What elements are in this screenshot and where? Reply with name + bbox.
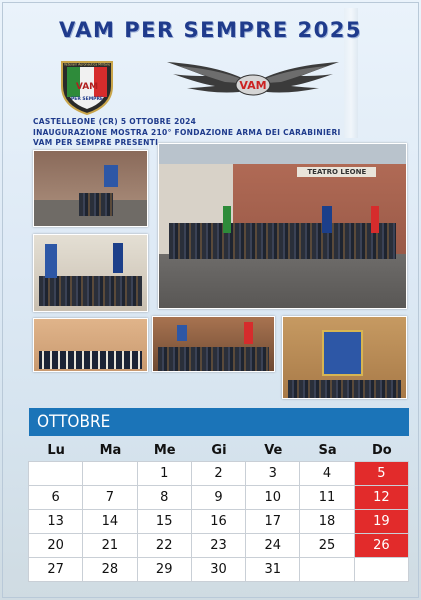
calendar-day: 21	[82, 533, 137, 558]
photo-carabinieri-lineup	[33, 318, 148, 372]
day-name: Ma	[99, 443, 122, 458]
calendar-day: 2	[191, 461, 246, 486]
calendar-empty-cell	[299, 557, 354, 582]
calendar-day: 4	[299, 461, 354, 486]
photo-main-group	[158, 143, 407, 309]
event-location-date: CASTELLEONE (CR) 5 OTTOBRE 2024	[33, 117, 197, 126]
vam-wings-logo	[165, 60, 341, 102]
calendar-day: 8	[137, 485, 192, 510]
vam-shield-logo	[58, 56, 116, 116]
event-subtitle: VAM PER SEMPRE PRESENTI	[33, 138, 159, 147]
calendar-day: 9	[191, 485, 246, 510]
calendar-day: 17	[245, 509, 300, 534]
wings-text: VAM	[239, 79, 267, 92]
calendar-grid	[29, 440, 409, 582]
calendar-day: 14	[82, 509, 137, 534]
calendar-day: 29	[137, 557, 192, 582]
calendar-day: 23	[191, 533, 246, 558]
calendar-empty-cell	[82, 461, 137, 486]
calendar-day: 1	[137, 461, 192, 486]
calendar-day: 7	[82, 485, 137, 510]
calendar-day: 28	[82, 557, 137, 582]
calendar-day: 24	[245, 533, 300, 558]
day-name: Ve	[264, 443, 283, 458]
calendar-day: 20	[28, 533, 83, 558]
calendar-day: 19	[354, 509, 409, 534]
calendar-empty-cell	[354, 557, 409, 582]
calendar-day: 11	[299, 485, 354, 510]
page-title: VAM PER SEMPRE 2025	[58, 18, 363, 42]
day-name: Lu	[47, 443, 65, 458]
calendar	[29, 408, 409, 582]
calendar-day: 18	[299, 509, 354, 534]
photo-parade-street	[33, 150, 148, 227]
calendar-day: 22	[137, 533, 192, 558]
calendar-day: 25	[299, 533, 354, 558]
calendar-day: 16	[191, 509, 246, 534]
calendar-day: 26	[354, 533, 409, 558]
day-name: Sa	[318, 443, 337, 458]
calendar-day: 6	[28, 485, 83, 510]
day-name: Gi	[211, 443, 227, 458]
shield-bottom-text: PER SEMPRE	[70, 97, 104, 102]
day-name: Me	[153, 443, 176, 458]
photo-banner-display	[282, 316, 407, 399]
calendar-day: 31	[245, 557, 300, 582]
event-description: INAUGURAZIONE MOSTRA 210° FONDAZIONE ARMA DEI CARABINIERI	[33, 127, 341, 137]
calendar-day: 5	[354, 461, 409, 486]
photo-church-interior	[152, 316, 275, 372]
shield-mid-text: VAM	[75, 82, 99, 92]
calendar-day: 10	[245, 485, 300, 510]
calendar-day: 13	[28, 509, 83, 534]
calendar-empty-cell	[28, 461, 83, 486]
shield-top-text: Veterani Aeronautica Militare	[63, 62, 111, 67]
calendar-day: 27	[28, 557, 83, 582]
calendar-day: 15	[137, 509, 192, 534]
calendar-day: 12	[354, 485, 409, 510]
calendar-day: 3	[245, 461, 300, 486]
calendar-day: 30	[191, 557, 246, 582]
theatre-sign: TEATRO LEONE	[297, 167, 376, 177]
photo-group-banners	[33, 234, 148, 312]
day-name: Do	[371, 443, 392, 458]
calendar-month: OTTOBRE	[29, 408, 409, 436]
